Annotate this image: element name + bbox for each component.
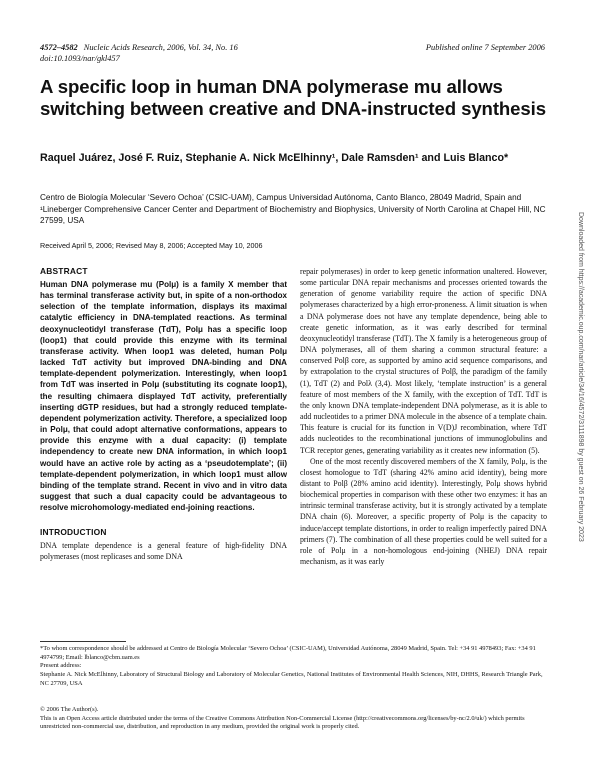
- present-address: Stephanie A. Nick McElhinny, Laboratory of Structural Biology and Laboratory of Molecular Genetics, National Institutes of Environmental Health Sciences, NIH, DHHS, Research Triangle Park, NC 27709, USA: [40, 671, 543, 687]
- article-title: A specific loop in human DNA polymerase mu allows switching between creative and DNA-instructed synthesis: [40, 76, 546, 119]
- abstract-heading: ABSTRACT: [40, 266, 88, 276]
- abstract-text: Human DNA polymerase mu (Polμ) is a family X member that has terminal transferase activity but, in spite of a non-orthodox selection of the template information, displays its maximal catalytic efficiency in DNA-templated reactions. As terminal deoxynucleotidyl transferase (TdT), Polμ has a specific loop (loop1) that could provide this enzyme with its terminal transferase activity. When loop1 was deleted, human Polμ lacked TdT activity but improved DNA-binding and DNA template-dependent polymerization. Interestingly, when loop1 from TdT was inserted in Polμ (substituting its cognate loop1), the resulting chimaera displayed TdT activity, preferentially inserting dGTP residues, but had a strongly reduced template-dependent polymerization activity. Therefore, a specialized loop in Polμ, that could adopt alternative conformations, appears to provide this enzyme with a dual capacity: (i) template independency to create new DNA information, in which loop1 would have an active role by acting as a ‘pseudotemplate’; (ii) template-dependent polymerization, in which loop1 must allow binding of the template strand. Recent in vivo and in vitro data suggest that such a dual capacity could be advantageous to resolve microhomology-mediated end-joining reactions.: [40, 280, 287, 513]
- doi[interactable]: doi:10.1093/nar/gkl457: [40, 54, 120, 63]
- right-column: [300, 266, 547, 567]
- introduction-paragraph-2: One of the most recently discovered members of the X family, Polμ, is the closest homologue to TdT (sharing 42% amino acid identity), being more distant to Polβ (28% amino acid identity). Interestingly, Polμ shows hybrid biochemical properties in comparison with these other two enzymes: it has an intrinsic terminal transferase activity, but it is strongly activated by a template DNA chain (6). Moreover, a specific property of Polμ is the capacity to induce/accept template distortions, in order to realign imperfectly paired DNA primers (7). The combination of all these properties could be well suited for a role of Polμ in a non-homologous end-joining (NHEJ) DNA repair mechanism, as it was early: [300, 456, 547, 567]
- footnote-divider: [40, 641, 126, 642]
- introduction-paragraph-1-continued: repair polymerases) in order to keep genetic information unaltered. However, some particular DNA repair mechanisms and processes oriented towards the generation of genome variability require the action of specific DNA polymerases characterized by a high error-proneness. A limit situation is when a DNA polymerase does not have any template dependence, being able to create genetic information, as it was early described for terminal deoxynucleotidyl transferase (TdT). The X family is a heterogeneous group of DNA polymerases, all of them sharing a common structural feature: a conserved Polβ core, as supported by amino acid sequence comparisons, and by extrapolation to the crystal structures of Polβ, the paradigm of the family (1), TdT (2) and Polλ (3,4). Most likely, ‘template instruction’ is a general feature of most members of the X family, with the exception of TdT. TdT is the only known DNA template-independent DNA polymerase, as it is able to add nucleotides to a primer DNA molecule in the absence of a template chain. This feature is crucial for its function in V(D)J recombination, where TdT adds nucleotides to the recombinational junctions of immunoglobulins and TCR receptor genes, generating variability as it creates new information (5).: [300, 267, 547, 455]
- page-range: 4572–4582: [40, 43, 78, 52]
- running-header: [40, 42, 545, 64]
- correspondence-note: *To whom correspondence should be addressed at Centro de Biología Molecular ‘Severo Ochoa’ (CSIC-UAM), Universidad Autónoma, 28049 Madrid, Spain. Tel: +34 91 4978493; Fax: +34 91 4974799; Email: lblanco@cbm.uam.es: [40, 645, 536, 661]
- journal-citation: Nucleic Acids Research, 2006, Vol. 34, No. 16: [83, 43, 238, 52]
- copyright-line: © 2006 The Author(s).: [40, 706, 99, 713]
- left-column: [40, 266, 287, 563]
- download-watermark: Downloaded from https://academic.oup.com/nar/article/34/16/4572/3111898 by guest on 26 February 2023: [577, 212, 584, 542]
- footnotes: [40, 645, 550, 689]
- copyright-block: [40, 706, 550, 732]
- author-list: Raquel Juárez, José F. Ruiz, Stephanie A. Nick McElhinny¹, Dale Ramsden¹ and Luis Blanco*: [40, 152, 509, 164]
- introduction-heading: INTRODUCTION: [40, 527, 107, 538]
- present-address-label: Present address:: [40, 662, 82, 670]
- introduction-paragraph-1: DNA template dependence is a general feature of high-fidelity DNA polymerases (most replicases and some DNA: [40, 541, 287, 562]
- received-dates: Received April 5, 2006; Revised May 8, 2006; Accepted May 10, 2006: [40, 241, 263, 250]
- affiliations: Centro de Biología Molecular ‘Severo Ochoa’ (CSIC-UAM), Campus Universidad Autónoma, Canto Blanco, 28049 Madrid, Spain and ¹Lineberger Comprehensive Cancer Center and Department of Biochemistry and Biophysics, University of North Carolina at Chapel Hill, NC 27599, USA: [40, 193, 546, 225]
- published-date: Published online 7 September 2006: [425, 43, 545, 52]
- license-text: This is an Open Access article distributed under the terms of the Creative Commons Attribution Non-Commercial License (http://creativecommons.org/licenses/by-nc/2.0/uk/) which permits unrestricted non-commercial use, distribution, and reproduction in any medium, provided the original work is properly cited.: [40, 714, 525, 731]
